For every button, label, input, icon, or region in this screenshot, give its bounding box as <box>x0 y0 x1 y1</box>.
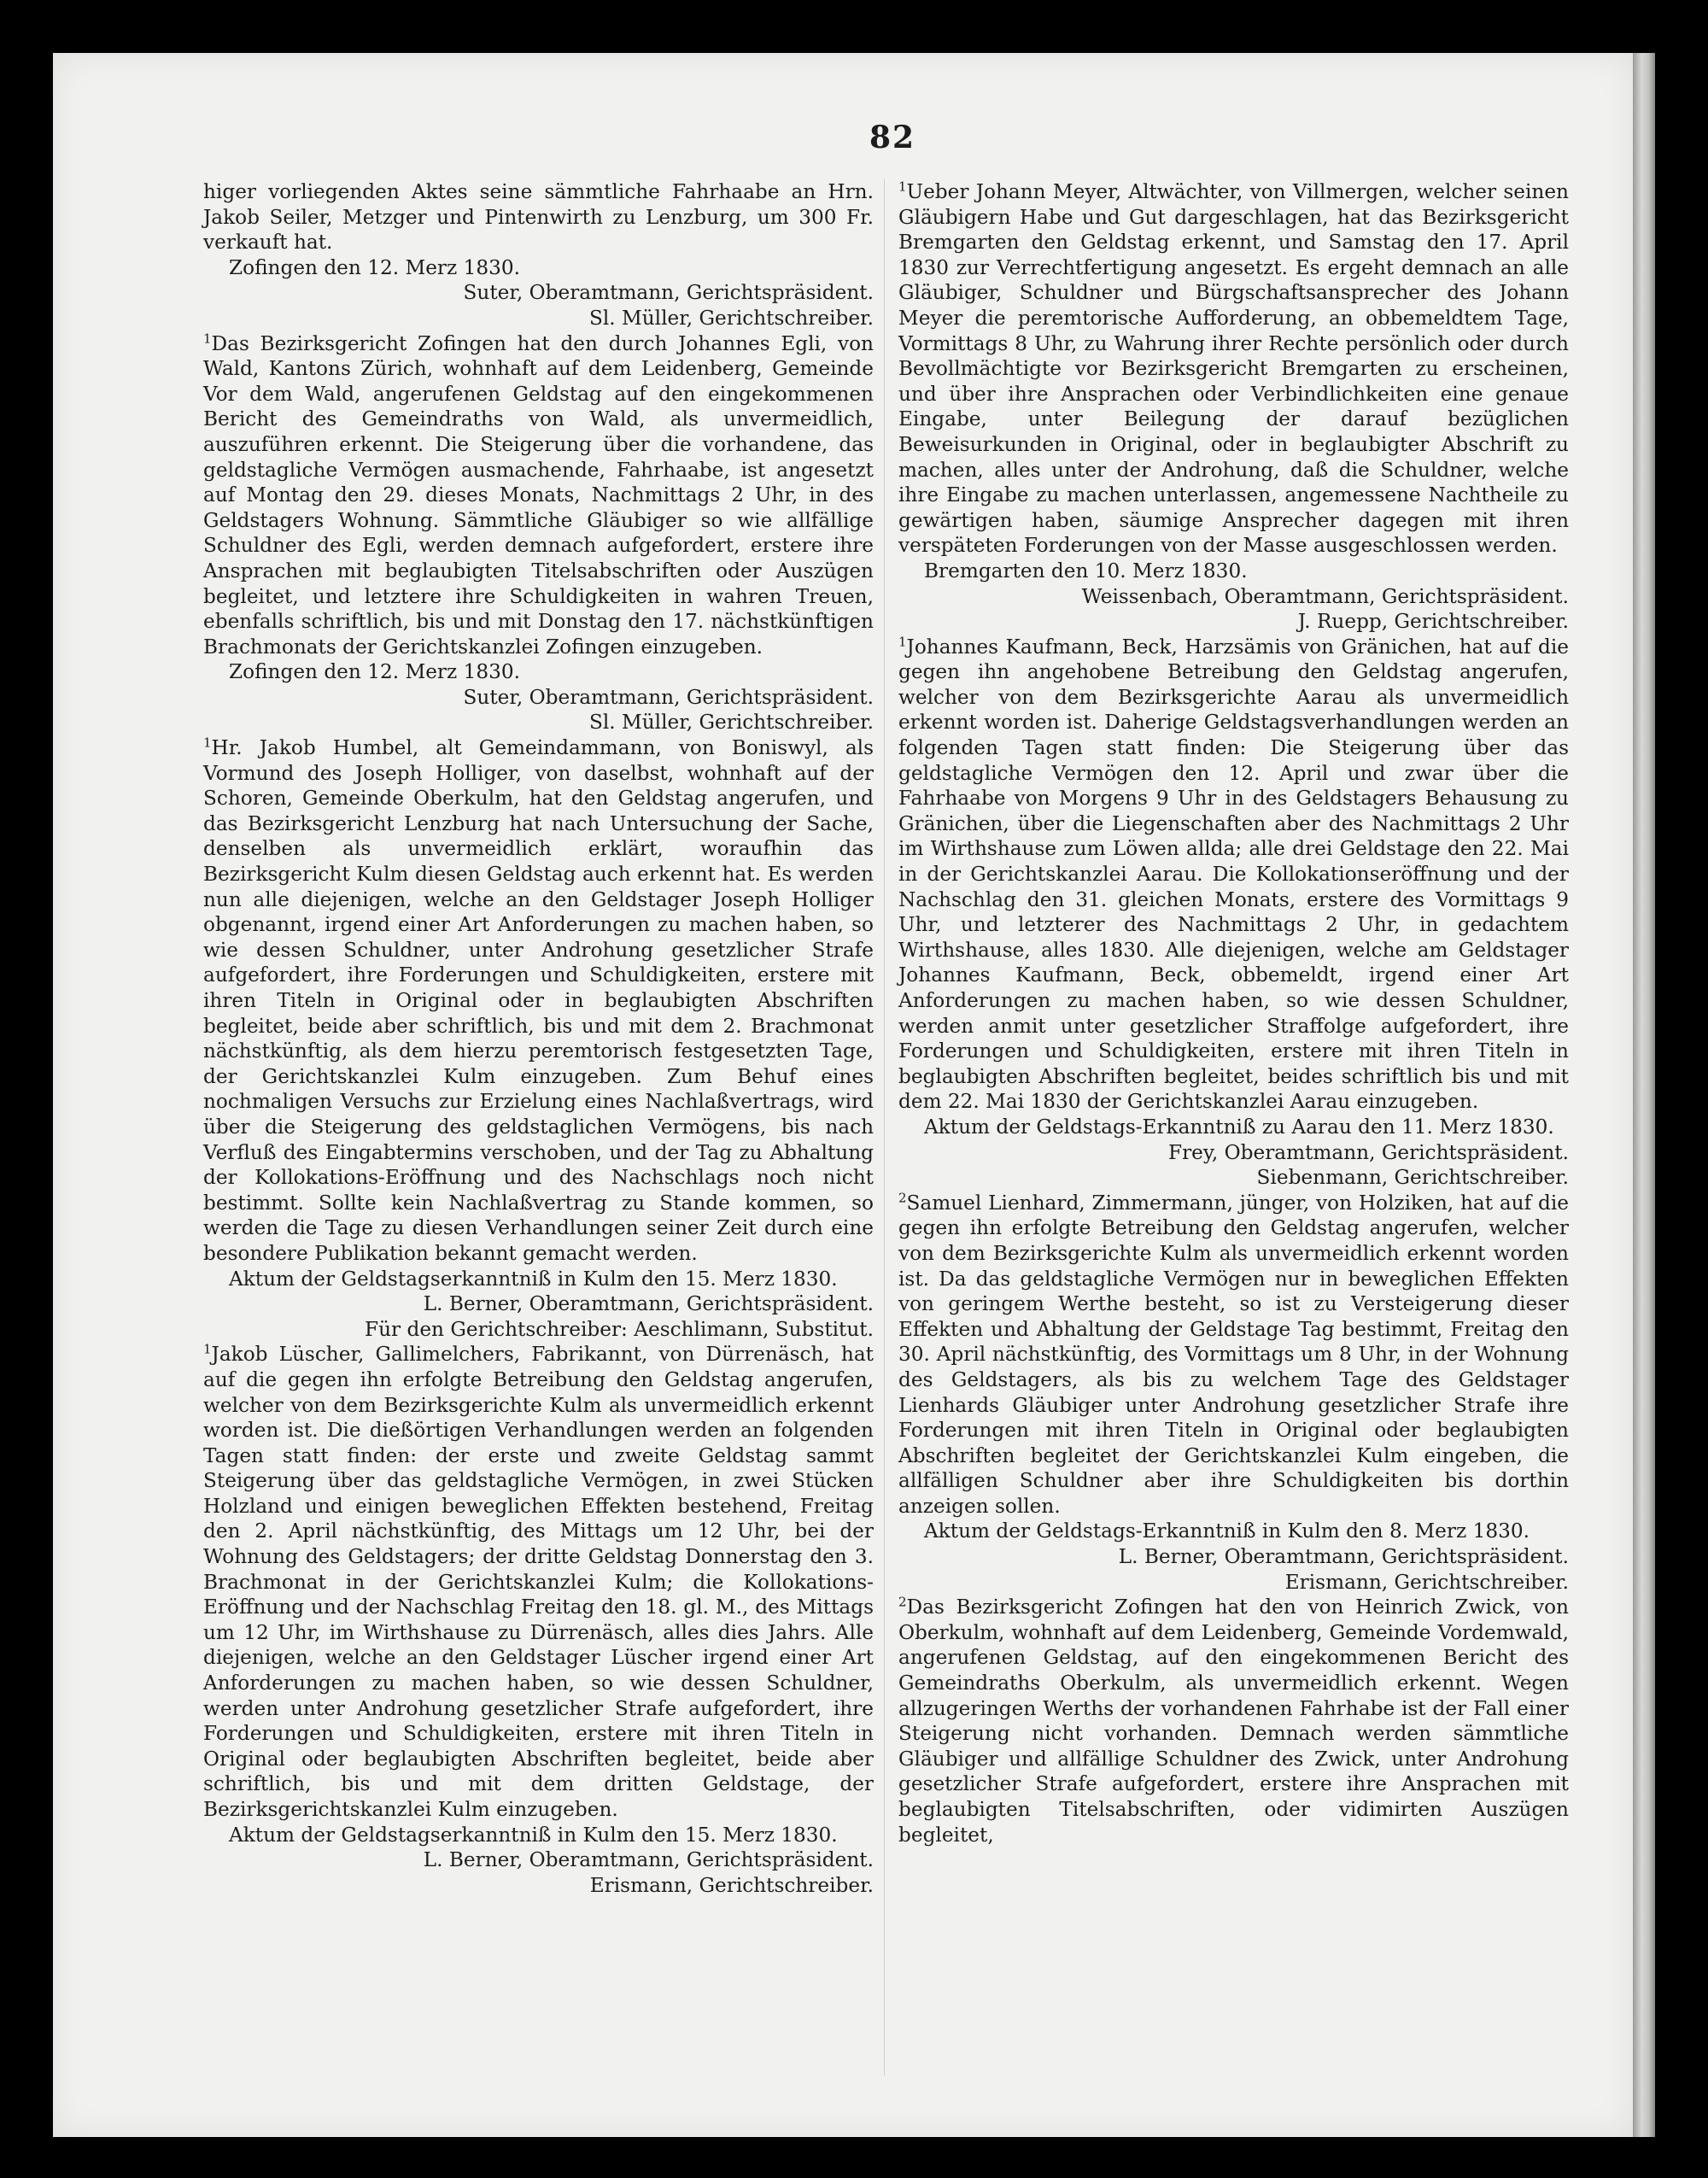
signature-line: J. Ruepp, Gerichtschreiber. <box>1297 610 1569 634</box>
signature-line: L. Berner, Oberamtmann, Gerichtspräsident. <box>1118 1545 1569 1569</box>
dateline: Zofingen den 12. Merz 1830. <box>229 660 520 684</box>
notice-mark: 1 <box>898 633 907 649</box>
notice-text: Johannes Kaufmann, Beck, Harzsämis von Gränichen, hat auf die gegen ihn angehobene Betreibung den Geldstag angerufen, welcher von dem Bezirksgerichte Aarau als unvermeidlich erkennt worden ist. Daherige Geldstagsverhandlungen werden an folgenden Tagen statt finden: Die Steigerung über das geldstagliche Vermögen den 12. April und zwar über die Fahrhaabe von Morgens 9 Uhr in des Geldstagers Behausung zu Gränichen, über die Liegenschaften aber des Nachmittags 2 Uhr im Wirthshause zum Löwen allda; alle drei Geldstage den 22. Mai in der Gerichtskanzlei Aarau. Die Kollokationseröffnung und der Nachschlag den 31. gleichen Monats, erstere des Vormittags 9 Uhr, und letzterer des Nachmittags 2 Uhr, in gedachtem Wirthshause, alles 1830. Alle diejenigen, welche am Geldstager Johannes Kaufmann, Beck, obbemeldt, irgend einer Art Anforderungen zu machen haben, so wie dessen Schuldner, werden anmit unter gesetzlicher Straffolge aufgefordert, ihre Forderungen und Schuldigkeiten, erstere mit ihren Titeln in beglaubigten Abschriften begleitet, beides schriftlich bis und mit dem 22. Mai 1830 der Gerichtskanzlei Aarau einzugeben. <box>898 635 1569 1114</box>
notice-paragraph <box>898 1191 1569 1519</box>
signature-line: Sl. Müller, Gerichtschreiber. <box>588 711 874 735</box>
signature-line: Suter, Oberamtmann, Gerichtspräsident. <box>463 281 874 305</box>
notice-mark: 1 <box>203 735 212 751</box>
notice-mark: 2 <box>898 1190 907 1206</box>
signature-line: Siebenmann, Gerichtschreiber. <box>1256 1166 1569 1190</box>
dateline: Aktum der Geldstags-Erkanntniß zu Aarau den 11. Merz 1830. <box>924 1115 1554 1139</box>
notice-text: Jakob Lüscher, Gallimelchers, Fabrikannt, von Dürrenäsch, hat auf die gegen ihn erfolgte Betreibung den Geldstag angerufen, welcher von dem Bezirksgerichte Kulm als unvermeidlich erkennt worden ist. Die dießörtigen Verhandlungen werden an folgenden Tagen statt finden: der erste und zweite Geldstag sammt Steigerung über das geldstagliche Vermögen, in zwei Stücken Holzland und einigen beweglichen Effekten bestehend, Freitag den 2. April nächstkünftig, des Mittags um 12 Uhr, bei der Wohnung des Geldstagers; der dritte Geldstag Donnerstag den 3. Brachmonat in der Gerichtskanzlei Kulm; die Kollokations-Eröffnung und der Nachschlag Freitag den 18. gl. M., des Mittags um 12 Uhr, im Wirthshause zu Dürrenäsch, alles dies Jahrs. Alle diejenigen, welche an den Geldstager Lüscher irgend einer Art Anforderungen zu machen haben, so wie dessen Schuldner, werden unter Androhung gesetzlicher Strafe aufgefordert, ihre Forderungen und Schuldigkeiten, erstere mit ihren Titeln in Original oder beglaubigten Abschriften begleitet, beide aber schriftlich, bis und mit dem dritten Geldstage, der Bezirksgerichtskanzlei Kulm einzugeben. <box>203 1343 874 1821</box>
dateline: Bremgarten den 10. Merz 1830. <box>924 559 1248 583</box>
notice-paragraph <box>203 735 874 1266</box>
notice-paragraph <box>203 331 874 660</box>
signature-line: Frey, Oberamtmann, Gerichtspräsident. <box>1167 1140 1569 1164</box>
signature-line: L. Berner, Oberamtmann, Gerichtspräsident. <box>423 1848 874 1872</box>
left-column <box>203 179 874 1898</box>
dateline: Aktum der Geldstagserkanntniß in Kulm den 15. Merz 1830. <box>229 1823 838 1847</box>
signature-line: Weissenbach, Oberamtmann, Gerichtspräsident. <box>1081 584 1569 608</box>
notice-text: Das Bezirksgericht Zofingen hat den von Heinrich Zwick, von Oberkulm, wohnhaft auf dem Leidenberg, Gemeinde Vordemwald, angerufenen Geldstag, auf den eingekommenen Bericht des Gemeindraths Oberkulm, als unvermeidlich erkennt. Wegen allzugeringen Werths der vorhandenen Fahrhabe ist der Fall einer Steigerung nicht vorhanden. Demnach werden sämmtliche Gläubiger und allfällige Schuldner des Zwick, unter Androhung gesetzlicher Strafe aufgefordert, erstere ihre Ansprachen mit beglaubigten Titelsabschriften, oder vidimirten Auszügen begleitet, <box>898 1595 1569 1847</box>
dateline: Aktum der Geldstags-Erkanntniß in Kulm den 8. Merz 1830. <box>924 1519 1530 1543</box>
signature-line: L. Berner, Oberamtmann, Gerichtspräsident. <box>423 1292 874 1316</box>
continued-text: higer vorliegenden Aktes seine sämmtliche Fahrhaabe an Hrn. Jakob Seiler, Metzger und Pintenwirth zu Lenzburg, um 300 Fr. verkauft hat. <box>203 180 874 255</box>
notice-mark: 1 <box>898 179 907 195</box>
notice-text: Das Bezirksgericht Zofingen hat den durch Johannes Egli, von Wald, Kantons Zürich, wohnhaft auf dem Leidenberg, Gemeinde Vor dem Wald, angerufenen Geldstag auf den eingekommenen Bericht des Gemeindraths von Wald, als unvermeidlich, auszuführen erkennt. Die Steigerung über die vorhandene, das geldstagliche Vermögen ausmachende, Fahrhaabe, ist angesetzt auf Montag den 29. dieses Monats, Nachmittags 2 Uhr, in des Geldstagers Wohnung. Sämmtliche Gläubiger so wie allfällige Schuldner des Egli, werden demnach aufgefordert, erstere ihre Ansprachen mit beglaubigten Titelsabschriften oder Auszügen begleitet, und letztere ihre Schuldigkeiten in wahren Treuen, ebenfalls schriftlich, bis und mit Donstag den 17. nächstkünftigen Brachmonats der Gerichtskanzlei Zofingen einzugeben. <box>203 331 874 659</box>
signature-line: Für den Gerichtschreiber: Aeschlimann, Substitut. <box>365 1317 874 1341</box>
notice-paragraph <box>898 635 1569 1115</box>
dateline: Zofingen den 12. Merz 1830. <box>229 255 520 279</box>
signature-line: Sl. Müller, Gerichtschreiber. <box>588 306 874 330</box>
notice-mark: 1 <box>203 330 212 346</box>
right-column <box>898 179 1569 1847</box>
notice-mark: 2 <box>898 1594 907 1610</box>
column-divider <box>884 179 885 2076</box>
dateline: Aktum der Geldstagserkanntniß in Kulm den 15. Merz 1830. <box>229 1267 838 1291</box>
signature-line: Suter, Oberamtmann, Gerichtspräsident. <box>463 685 874 709</box>
notice-paragraph <box>898 1595 1569 1847</box>
signature-line: Erismann, Gerichtschreiber. <box>589 1873 874 1897</box>
notice-paragraph <box>898 179 1569 559</box>
notice-mark: 1 <box>203 1341 212 1357</box>
notice-text: Samuel Lienhard, Zimmermann, jünger, von Holziken, hat auf die gegen ihn erfolgte Betreibung den Geldstag angerufen, welcher von dem Bezirksgerichte Kulm als unvermeidlich erkennt worden ist. Da das geldstagliche Vermögen nur in beweglichen Effekten von geringem Werthe besteht, so ist zu Versteigerung dieser Effekten und Abhaltung der Geldstage Tag bestimmt, Freitag den 30. April nächstkünftig, des Vormittags um 8 Uhr, in der Wohnung des Geldstagers, als bis zu welchem Tage des Geldstager Lienhards Gläubiger unter Androhung gesetzlicher Strafe ihre Forderungen mit ihren Titeln in Original oder beglaubigten Abschriften begleitet der Gerichtskanzlei Kulm eingeben, die allfälligen Schuldner aber ihre Schuldigkeiten bis dorthin anzeigen sollen. <box>898 1191 1569 1518</box>
notice-text: Hr. Jakob Humbel, alt Gemeindammann, von Boniswyl, als Vormund des Joseph Holliger, von daselbst, wohnhaft auf der Schoren, Gemeinde Oberkulm, hat den Geldstag angerufen, und das Bezirksgericht Lenzburg hat nach Untersuchung der Sache, denselben als unvermeidlich erklärt, woraufhin das Bezirksgericht Kulm diesen Geldstag auch erkennt hat. Es werden nun alle diejenigen, welche an den Geldstager Joseph Holliger obgenannt, irgend einer Art Anforderungen zu machen haben, so wie dessen Schuldner, unter Androhung gesetzlicher Strafe aufgefordert, ihre Forderungen und Schuldigkeiten, erstere mit ihren Titeln in Original oder in beglaubigten Abschriften begleitet, beide aber schriftlich, bis und mit dem 2. Brachmonat nächstkünftig, als dem hierzu peremtorisch festgesetzten Tage, der Gerichtskanzlei Kulm einzugeben. Zum Behuf eines nochmaligen Versuchs zur Erzielung eines Nachlaßvertrags, wird über die Steigerung des geldstaglichen Vermögens, bis nach Verfluß des Eingabtermins verschoben, und der Tag zu Abhaltung der Kollokations-Eröffnung und des Nachschlags noch nicht bestimmt. Sollte kein Nachlaßvertrag zu Stande kommen, so werden die Tage zu diesen Verhandlungen seiner Zeit durch eine besondere Publikation bekannt gemacht werden. <box>203 736 874 1265</box>
notice-paragraph <box>203 1342 874 1822</box>
signature-line: Erismann, Gerichtschreiber. <box>1284 1570 1569 1594</box>
page-number: 82 <box>869 120 916 155</box>
page-edge <box>1633 53 1655 2137</box>
notice-text: Ueber Johann Meyer, Altwächter, von Villmergen, welcher seinen Gläubigern Habe und Gut dargeschlagen, hat das Bezirksgericht Bremgarten den Geldstag erkennt, und Samstag den 17. April 1830 zur Verrechtfertigung angesetzt. Es ergeht demnach an alle Gläubiger, Schuldner und Bürgschaftsansprecher des Johann Meyer die peremtorische Aufforderung, an obbemeldtem Tage, Vormittags 8 Uhr, zu Wahrung ihrer Rechte persönlich oder durch Bevollmächtigte vor Bezirksgericht Bremgarten zu erscheinen, und über ihre Ansprachen oder Verbindlichkeiten eine genaue Eingabe, unter Beilegung der darauf bezüglichen Beweisurkunden in Original, oder in beglaubigter Abschrift zu machen, alles unter der Androhung, daß die Schuldner, welche ihre Eingabe zu machen unterlassen, angemessene Nachtheile zu gewärtigen haben, säumige Ansprecher dagegen mit ihren verspäteten Forderungen von der Masse ausgeschlossen werden. <box>898 180 1569 558</box>
